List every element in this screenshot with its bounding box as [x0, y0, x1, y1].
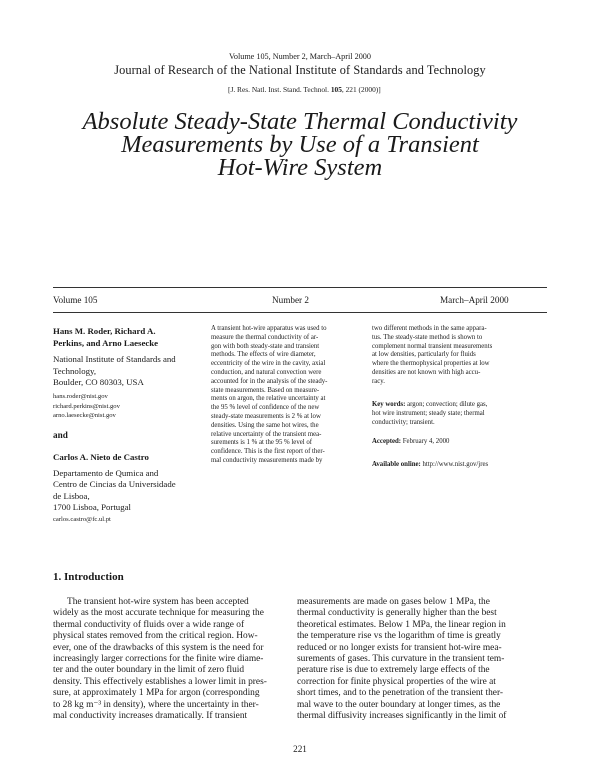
page-number: 221 [293, 744, 307, 754]
issue-volume: Volume 105 [53, 295, 98, 305]
journal-title: Journal of Research of the National Institute of Standards and Technology [114, 63, 486, 77]
email-link[interactable]: carlos.castro@fc.ul.pt [53, 516, 111, 523]
issue-date: March–April 2000 [440, 295, 509, 305]
title-line: Hot-Wire System [217, 154, 383, 181]
keywords: Key words: argon; convection; dilute gas, hot wire instrument; steady state; thermal conductivity; transient. [372, 401, 488, 426]
email-link[interactable]: hans.roder@nist.gov [53, 393, 108, 400]
article-title [40, 110, 560, 179]
email-link[interactable]: richard.perkins@nist.gov [53, 402, 120, 410]
authors-group-1: Hans M. Roder, Richard A. Perkins, and Arno Laesecke [53, 326, 159, 348]
volume-issue-line: Volume 105, Number 2, March–April 2000 [229, 52, 371, 61]
body-column-2: measurements are made on gases below 1 MPa, the thermal conductivity is generally higher than the best theoretical estimates. Below 1 MPa, the linear region in the temperature rise vs the logarithm of time is greatly reduced or no longer exists for transient hot-wire mea- surements of gases. This curvature in the transient tem- perature rise is due to extremely large effects of the correction for finite physical properties of the wire at short times, and to the penetration of the transient ther- mal wave to the outer boundary at longer times, as the thermal diffusivity increases significantly in the limit of [297, 597, 507, 722]
citation: [J. Res. Natl. Inst. Stand. Technol. 105, 221 (2000)] [228, 85, 381, 94]
online-link[interactable]: http://www.nist.gov/jres [420, 461, 489, 468]
section-heading: 1. Introduction [53, 571, 124, 583]
top-rule [53, 287, 547, 288]
affiliation-nist: National Institute of Standards and Technology, Boulder, CO 80303, USA [53, 354, 176, 387]
available-online: Available online: http://www.nist.gov/jres [372, 461, 489, 468]
title-line: Absolute Steady-State Thermal Conductivity [82, 108, 518, 135]
body-column-1: The transient hot-wire system has been accepted widely as the most accurate technique for measuring the thermal conductivity of fluids over a wide range of physical states removed from the critical region. How- ever, one of the drawbacks of this system is the need for increasingly larger corrections for the finite wire diame- ter and the outer boundary in the limit of zero fluid density. This effectively establishes a lower limit in pres- sure, at approximately 1 MPa for argon (corresponding to 28 kg m⁻³ in density), where the uncertainty in ther- mal conductivity increases dramatically. If transient [53, 597, 267, 722]
author-emails [53, 392, 120, 421]
issue-number: Number 2 [272, 295, 309, 305]
abstract-column-1: A transient hot-wire apparatus was used to measure the thermal conductivity of ar- gon with both steady-state and transient methods. The effects of wire diameter, eccentricity of the wire in the cavity, axial conduction, and natural convection were accounted for in the analysis of the steady- state measurements. Based on measure- ments on argon, the relative uncertainty at the 95 % level of confidence of the new steady-state measurements is 2 % at low densities. Using the same hot wires, the relative uncertainty of the transient mea- surements is 1 % at the 95 % level of confidence. This is the first report of ther- mal conductivity measurements made by [211, 325, 328, 464]
abstract-column-2: two different methods in the same appara- tus. The steady-state method is shown to complement normal transient measurements at low densities, particularly for fluids where the thermophysical properties at low densities are not known with high accu- racy. [372, 325, 493, 385]
affiliation-lisboa: Departamento de Qumica and Centro de Cincias da Universidade de Lisboa, 1700 Lisboa, Portugal [53, 468, 176, 512]
and-connector: and [53, 430, 68, 440]
header-rule [53, 312, 547, 313]
title-line: Measurements by Use of a Transient [121, 131, 479, 158]
accepted-date: Accepted: February 4, 2000 [372, 438, 450, 445]
author-castro: Carlos A. Nieto de Castro [53, 452, 149, 462]
email-link[interactable]: arno.laesecke@nist.gov [53, 412, 116, 420]
